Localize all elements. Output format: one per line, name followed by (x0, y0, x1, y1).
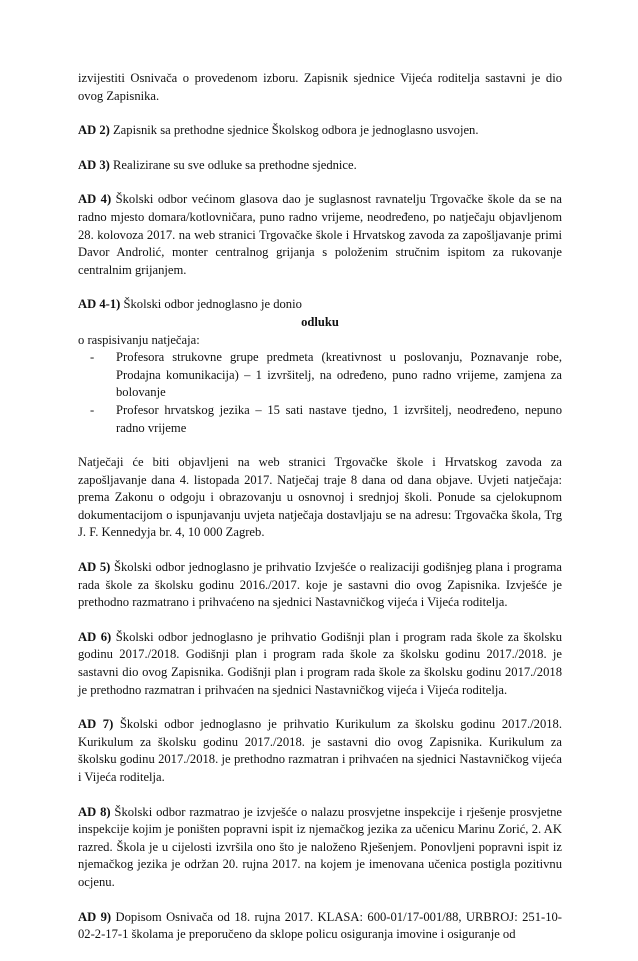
natjecaj-list (78, 349, 562, 437)
document-page (78, 70, 562, 961)
ad4-paragraph (78, 191, 562, 279)
ad6-text: Školski odbor jednoglasno je prihvatio Godišnji plan i program rada škole za školsku godinu 2017./2018. Godišnji plan i program rada škole za školsku godinu 2017./2018. je sastavni dio ovog Zapisnika. Godišnji plan i program rada škole za školsku godinu 2017./2018 je prethodno razmatran i prihvaćen na sjednici Nastavničkog vijeća i Vijeća roditelja. (78, 629, 562, 697)
ad2-paragraph (78, 122, 562, 140)
list-item: - Profesora strukovne grupe predmeta (kreativnost u poslovanju, Poznavanje robe, Prodajna komunikacija) – 1 izvršitelj, na određeno, puno radno vrijeme, zamjena za bolovanje (78, 349, 562, 402)
ad7-text: Školski odbor jednoglasno je prihvatio Kurikulum za školsku godinu 2017./2018. Kurikulum za školsku godinu 2017./2018. je sastavni dio ovog Zapisnika. Kurikulum za školsku godinu 2017./2018. je prethodno razmatran i prihvaćen na sjednici Nastavničkog vijeća i Vijeća roditelja. (78, 717, 562, 784)
ad9-text: Dopisom Osnivača od 18. rujna 2017. KLASA: 600-01/17-001/88, URBROJ: 251-10-02-2-17-1 školama je preporučeno da sklope policu osiguranja imovine i osiguranje od (78, 909, 562, 942)
ad4-label: AD 4) (78, 192, 112, 207)
ad5-paragraph (78, 559, 562, 612)
ad2-text: Zapisnik sa prethodne sjednice Školskog odbora je jednoglasno usvojen. (109, 123, 479, 138)
ad5-text: Školski odbor jednoglasno je prihvatio Izvješće o realizaciji godišnjeg plana i programa rada škole za školsku godinu 2016./2017. koje je sastavni dio ovog Zapisnika. Izvješće je prethodno razmatrano i prihvaćeno na sjednici Nastavničkog vijeća i Vijeća roditelja. (78, 560, 562, 610)
ad41-label: AD 4-1) (78, 297, 121, 312)
odluka-heading: odluku (301, 314, 339, 329)
ad7-label: AD 7) (78, 717, 114, 732)
ad3-label: AD 3) (78, 157, 110, 172)
list-item: - Profesor hrvatskog jezika – 15 sati nastave tjedno, 1 izvršitelj, neodređeno, nepuno radno vrijeme (78, 402, 562, 437)
ad8-text: Školski odbor razmatrao je izvješće o nalazu prosvjetne inspekcije i rješenje prosvjetne inspekcije kojim je poništen popravni ispit iz njemačkog jezika za učenicu Marinu Zorić, 2. AK razred. Škola je u cijelosti izvršila ono što je naloženo Rješenjem. Ponovljeni popravni ispit iz njemačkog jezika je održan 20. rujna 2017. na kojem je imenovana učenica postigla pozitivnu ocjenu. (78, 804, 562, 889)
ad8-label: AD 8) (78, 804, 111, 819)
ad7-paragraph (78, 716, 562, 786)
ad8-paragraph (78, 804, 562, 892)
natjecaj-paragraph: Natječaji će biti objavljeni na web stranici Trgovačke škole i Hrvatskog zavoda za zapošljavanje dana 4. listopada 2017. Natječaj traje 8 dana od dana objave. Uvjeti natječaja: prema Zakonu o odgoju i obrazovanju u osnovnoj i srednjoj školi. Ponude sa cjelokupnom dokumentacijom o ispunjavanju uvjeta natječaja dostavljaju se na adresu: Trgovačka škola, Trg J. F. Kennedyja br. 4, 10 000 Zagreb. (78, 455, 562, 540)
ad41-paragraph (78, 296, 562, 314)
ad6-paragraph (78, 629, 562, 699)
ad5-label: AD 5) (78, 560, 111, 575)
ad3-paragraph (78, 157, 562, 175)
ad41-subtext: o raspisivanju natječaja: (78, 332, 200, 347)
ad3-text: Realizirane su sve odluke sa prethodne sjednice. (109, 157, 357, 172)
ad9-label: AD 9) (78, 909, 112, 924)
ad2-label: AD 2) (78, 123, 110, 138)
ad9-paragraph (78, 909, 562, 944)
ad41-text: Školski odbor jednoglasno je donio (120, 297, 302, 312)
intro-paragraph: izvijestiti Osnivača o provedenom izboru. Zapisnik sjednice Vijeća roditelja sastavni je dio ovog Zapisnika. (78, 71, 562, 103)
ad4-text: Školski odbor većinom glasova dao je suglasnost ravnatelju Trgovačke škole da se na radno mjesto domara/kotlovničara, puno radno vrijeme, neodređeno, po natječaju objavljenom 28. kolovoza 2017. na web stranici Trgovačke škole i Hrvatskog zavoda za zapošljavanje primi Davor Androlić, monter centralnog grijanja s položenim stručnim ispitom za rukovanje centralnim grijanjem. (78, 192, 562, 277)
ad6-label: AD 6) (78, 629, 112, 644)
